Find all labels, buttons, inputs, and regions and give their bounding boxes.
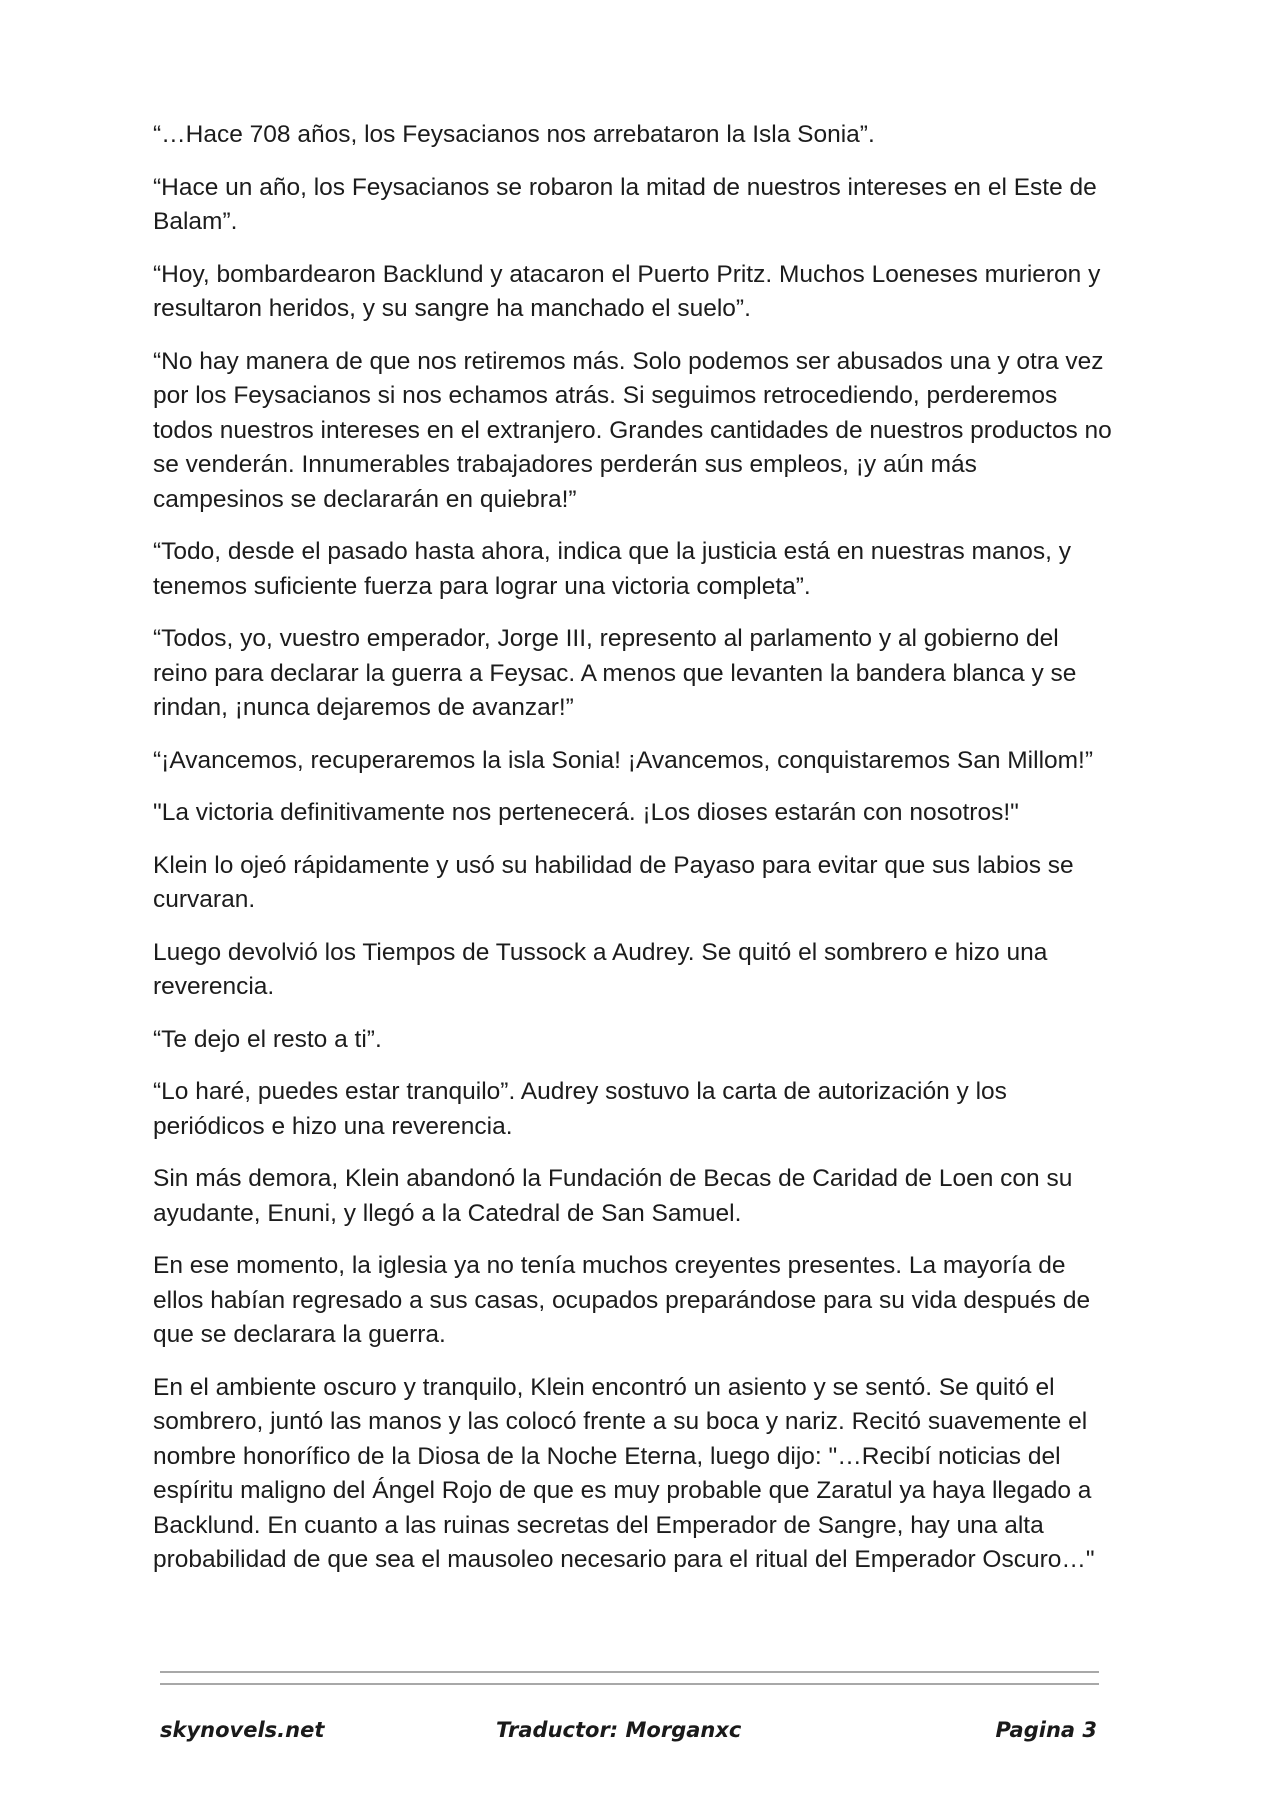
- document-body: [153, 118, 1113, 1596]
- paragraph-13: Sin más demora, Klein abandonó la Fundación de Becas de Caridad de Loen con su ayudante, Enuni, y llegó a la Catedral de San Samuel.: [153, 1165, 1073, 1227]
- paragraph-9: Klein lo ojeó rápidamente y usó su habilidad de Payaso para evitar que sus labios se curvaran.: [153, 851, 1074, 913]
- paragraph-7: “¡Avancemos, recuperaremos la isla Sonia! ¡Avancemos, conquistaremos San Millom!”: [153, 746, 1094, 774]
- paragraph-2: “Hace un año, los Feysacianos se robaron la mitad de nuestros intereses en el Este de Balam”.: [153, 173, 1097, 235]
- footer-site: skynovels.net: [160, 1718, 325, 1742]
- footer-divider-bottom: [160, 1683, 1099, 1685]
- footer-page-number: Pagina 3: [995, 1718, 1097, 1742]
- paragraph-3: “Hoy, bombardearon Backlund y atacaron el Puerto Pritz. Muchos Loeneses murieron y resultaron heridos, y su sangre ha manchado el suelo”.: [153, 260, 1101, 322]
- paragraph-8: "La victoria definitivamente nos pertenecerá. ¡Los dioses estarán con nosotros!": [153, 799, 1019, 826]
- paragraph-1: “…Hace 708 años, los Feysacianos nos arrebataron la Isla Sonia”.: [153, 121, 875, 148]
- paragraph-5: “Todo, desde el pasado hasta ahora, indica que la justicia está en nuestras manos, y tenemos suficiente fuerza para lograr una victoria completa”.: [153, 538, 1071, 600]
- paragraph-15: En el ambiente oscuro y tranquilo, Klein encontró un asiento y se sentó. Se quitó el sombrero, juntó las manos y las colocó frente a su boca y nariz. Recitó suavemente el nombre honorífico de la Diosa de la Noche Eterna, luego dijo: "…Recibí noticias del espíritu maligno del Ángel Rojo de que es muy probable que Zaratul ya haya llegado a Backlund. En cuanto a las ruinas secretas del Emperador de Sangre, hay una alta probabilidad de que sea el mausoleo necesario para el ritual del Emperador Oscuro…": [153, 1373, 1095, 1573]
- footer-divider-top: [160, 1671, 1099, 1673]
- paragraph-12: “Lo haré, puedes estar tranquilo”. Audrey sostuvo la carta de autorización y los periódicos e hizo una reverencia.: [153, 1078, 1007, 1140]
- paragraph-6: “Todos, yo, vuestro emperador, Jorge III, represento al parlamento y al gobierno del reino para declarar la guerra a Feysac. A menos que levanten la bandera blanca y se rindan, ¡nunca dejaremos de avanzar!”: [153, 625, 1077, 721]
- paragraph-11: “Te dejo el resto a ti”.: [153, 1025, 382, 1053]
- paragraph-10: Luego devolvió los Tiempos de Tussock a Audrey. Se quitó el sombrero e hizo una reverencia.: [153, 938, 1048, 1000]
- footer-translator: Traductor: Morganxc: [496, 1718, 742, 1742]
- paragraph-14: En ese momento, la iglesia ya no tenía muchos creyentes presentes. La mayoría de ellos habían regresado a sus casas, ocupados preparándose para su vida después de que se declarara la guerra.: [153, 1252, 1091, 1348]
- paragraph-4: “No hay manera de que nos retiremos más. Solo podemos ser abusados una y otra vez por los Feysacianos si nos echamos atrás. Si seguimos retrocediendo, perderemos todos nuestros intereses en el extranjero. Grandes cantidades de nuestros productos no se venderán. Innumerables trabajadores perderán sus empleos, ¡y aún más campesinos se declararán en quiebra!”: [153, 347, 1112, 513]
